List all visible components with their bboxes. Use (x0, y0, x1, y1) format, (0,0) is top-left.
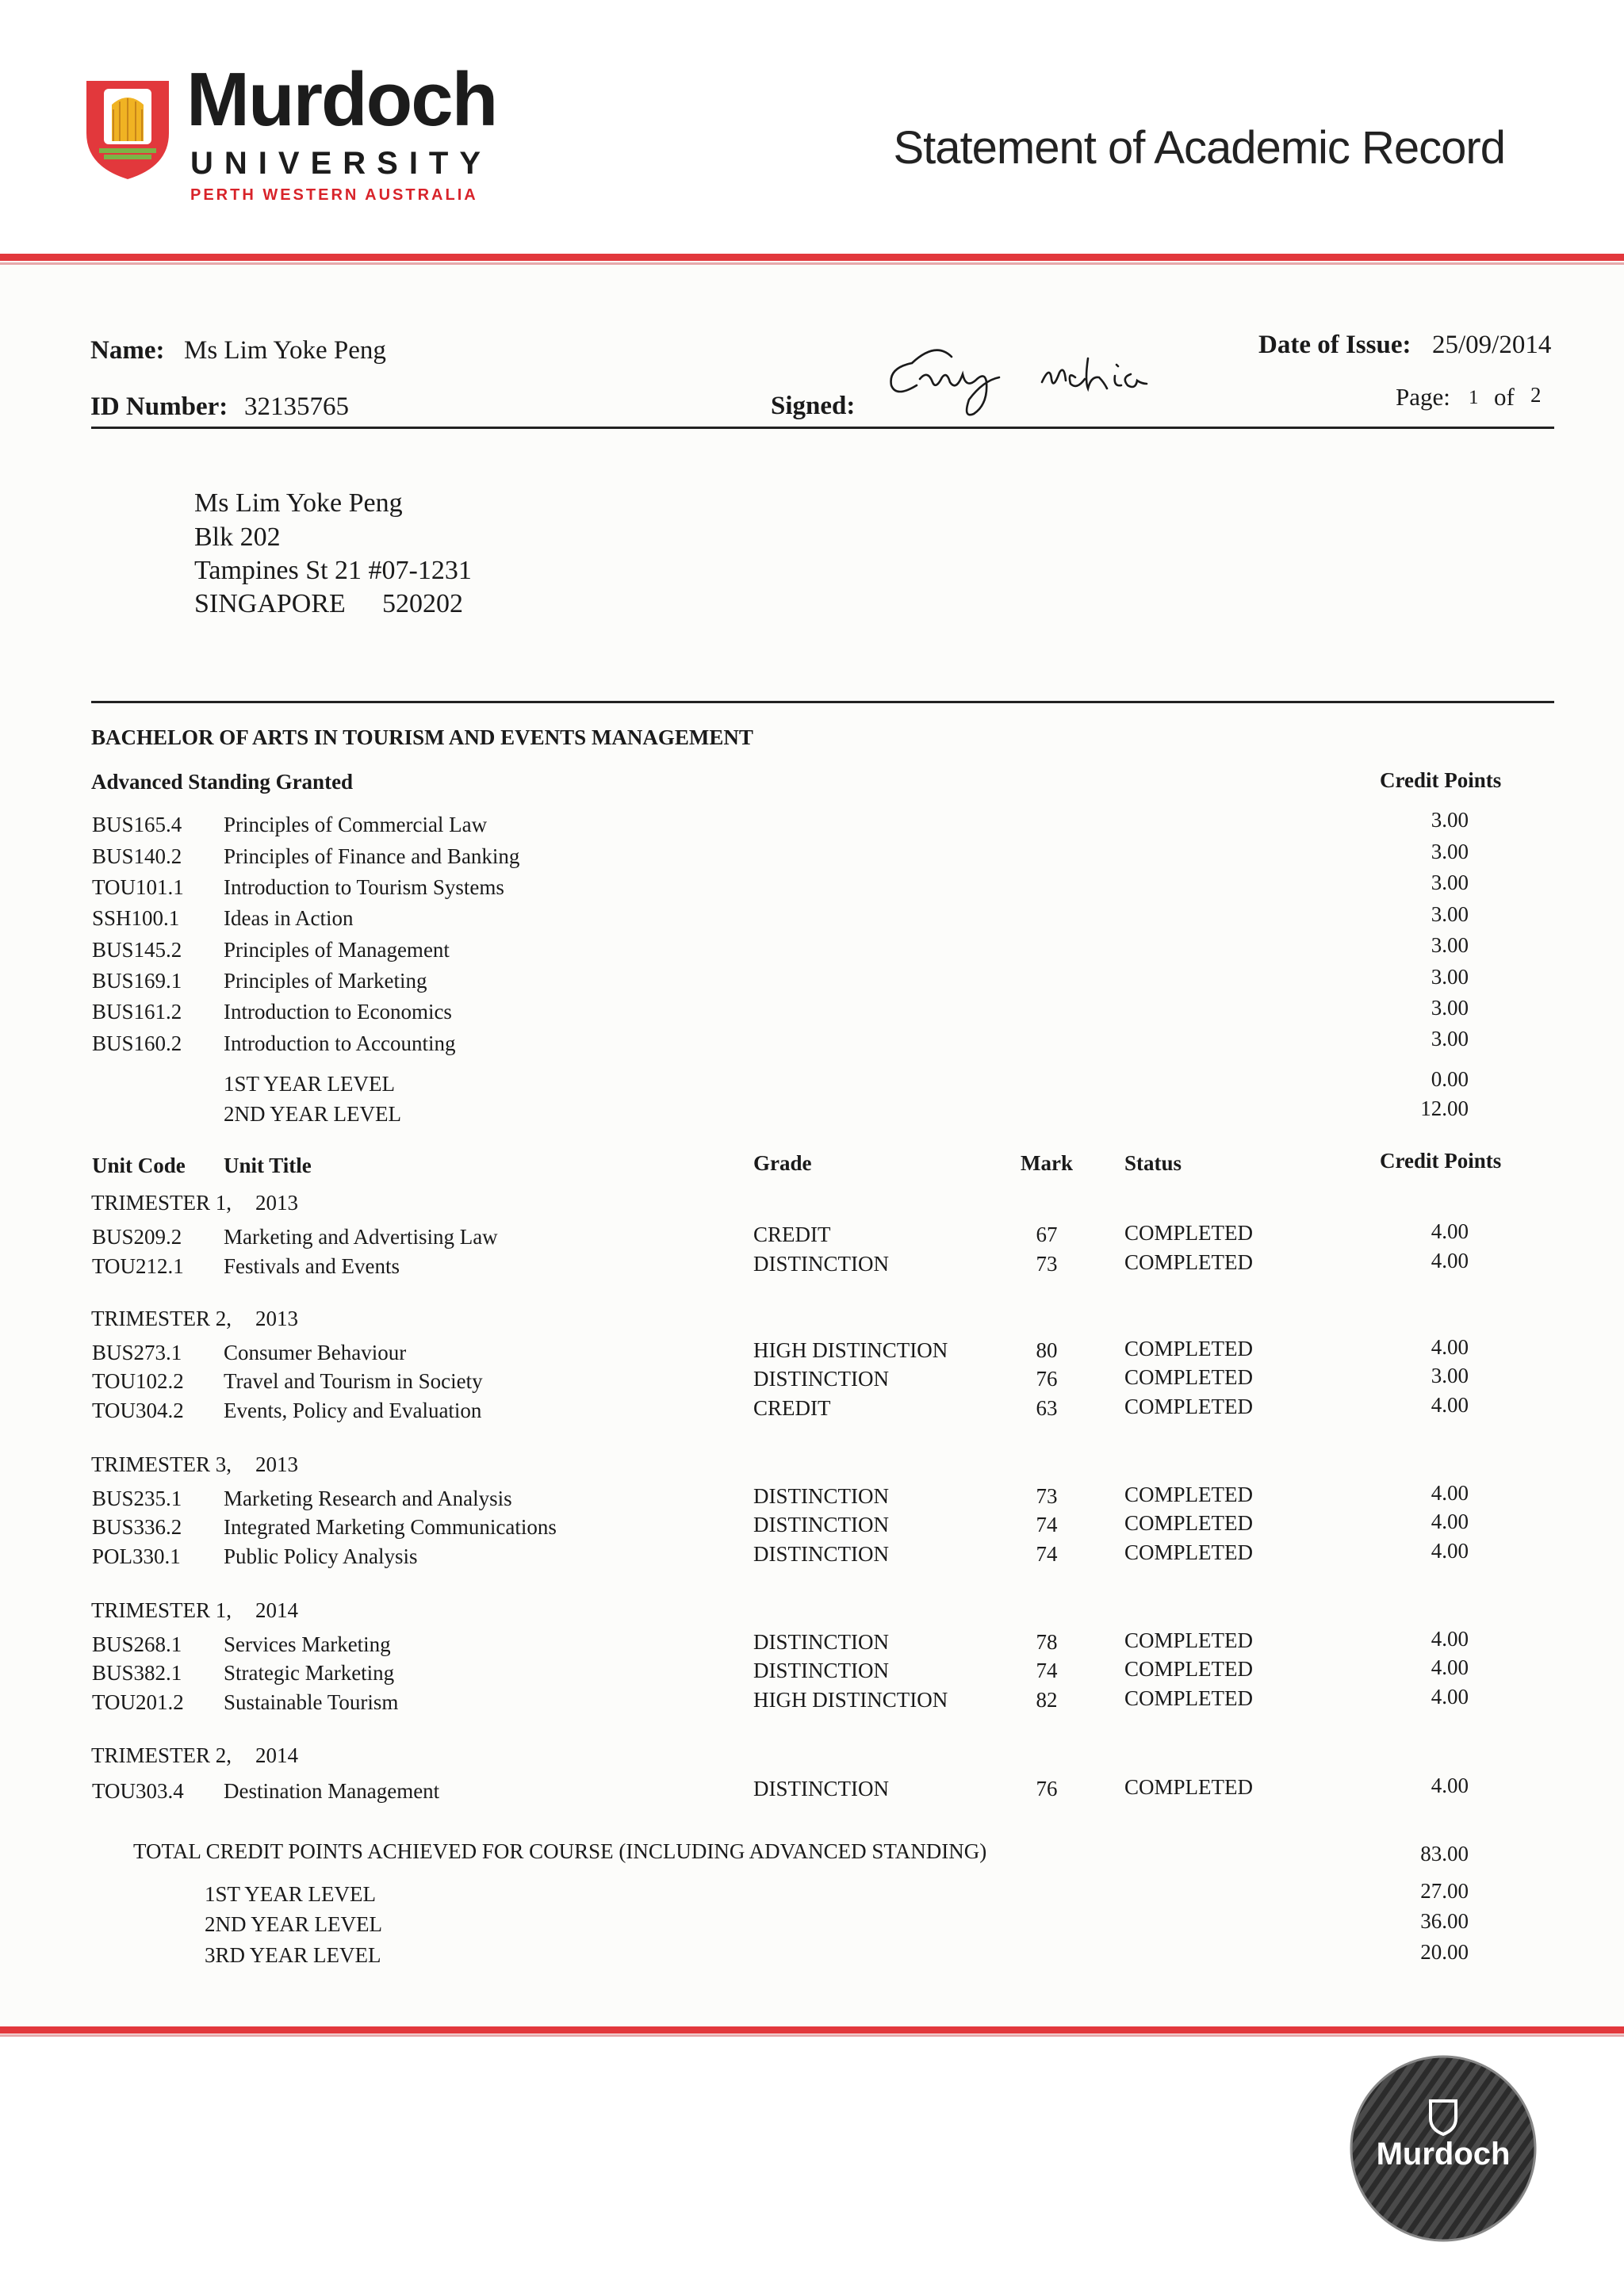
credit-points: 3.00 (1431, 840, 1469, 863)
header-divider (91, 427, 1554, 429)
university-crest-logo (83, 78, 172, 181)
mark: 73 (1036, 1252, 1058, 1276)
advanced-level-credit: 12.00 (1420, 1096, 1469, 1120)
unit-code: BUS268.1 (92, 1632, 182, 1656)
address-line-2: Blk 202 (194, 522, 281, 552)
mark: 82 (1036, 1688, 1058, 1712)
credit-points: 3.00 (1431, 933, 1469, 957)
grade: HIGH DISTINCTION (753, 1338, 948, 1362)
name-label: Name: (90, 336, 165, 365)
student-name: Ms Lim Yoke Peng (184, 336, 386, 365)
level-label: 2ND YEAR LEVEL (205, 1912, 382, 1936)
credit-points: 4.00 (1431, 1481, 1469, 1505)
credit-points: 3.00 (1431, 996, 1469, 1020)
mark: 76 (1036, 1367, 1058, 1391)
credit-points: 3.00 (1431, 1364, 1469, 1387)
grade: CREDIT (753, 1223, 831, 1246)
grade: DISTINCTION (753, 1484, 889, 1508)
unit-title: Events, Policy and Evaluation (224, 1399, 482, 1422)
credit-points: 3.00 (1431, 902, 1469, 926)
unit-title: Introduction to Tourism Systems (224, 875, 504, 899)
level-label: 1ST YEAR LEVEL (205, 1882, 376, 1906)
page-of: of (1494, 383, 1515, 411)
status: COMPLETED (1124, 1250, 1253, 1274)
level-credit: 36.00 (1420, 1909, 1469, 1933)
unit-code: SSH100.1 (92, 906, 180, 930)
credit-points-heading: Credit Points (1380, 768, 1502, 792)
status: COMPLETED (1124, 1540, 1253, 1564)
status: COMPLETED (1124, 1657, 1253, 1681)
grade-header: Grade (753, 1151, 812, 1175)
student-id: 32135765 (244, 392, 349, 421)
page-total: 2 (1530, 383, 1542, 407)
grade: DISTINCTION (753, 1777, 889, 1800)
header-red-border (0, 254, 1624, 261)
credit-points: 4.00 (1431, 1655, 1469, 1679)
level-credit: 20.00 (1420, 1940, 1469, 1964)
unit-title: Introduction to Economics (224, 1000, 452, 1024)
unit-code: TOU201.2 (92, 1690, 184, 1714)
trimester-label: TRIMESTER 1, (91, 1598, 232, 1622)
unit-code: TOU303.4 (92, 1779, 184, 1803)
unit-title: Principles of Management (224, 938, 450, 962)
unit-code: TOU212.1 (92, 1254, 184, 1278)
credit-points: 4.00 (1431, 1335, 1469, 1359)
status: COMPLETED (1124, 1365, 1253, 1389)
trimester-year: 2013 (255, 1191, 298, 1215)
status: COMPLETED (1124, 1628, 1253, 1652)
page-header (0, 0, 1624, 254)
credit-points: 4.00 (1431, 1510, 1469, 1533)
total-credit-label: TOTAL CREDIT POINTS ACHIEVED FOR COURSE (INCLUDING ADVANCED STANDING) (133, 1839, 987, 1863)
credit-points: 3.00 (1431, 808, 1469, 832)
page-label: Page: (1396, 383, 1450, 411)
credit-points: 4.00 (1431, 1219, 1469, 1243)
trimester-year: 2014 (255, 1743, 298, 1767)
mark: 78 (1036, 1630, 1058, 1654)
grade: DISTINCTION (753, 1630, 889, 1654)
unit-code: BUS140.2 (92, 844, 182, 868)
unit-title: Festivals and Events (224, 1254, 400, 1278)
mark-header: Mark (1021, 1151, 1073, 1175)
hologram-seal-text: Murdoch (1376, 2137, 1511, 2172)
trimester-label: TRIMESTER 3, (91, 1452, 232, 1476)
unit-code: BUS161.2 (92, 1000, 182, 1024)
level-label: 3RD YEAR LEVEL (205, 1943, 381, 1967)
unit-title: Consumer Behaviour (224, 1341, 407, 1364)
mark: 80 (1036, 1338, 1058, 1362)
unit-code: TOU101.1 (92, 875, 184, 899)
unit-title: Ideas in Action (224, 906, 354, 930)
credit-points: 4.00 (1431, 1393, 1469, 1417)
mark: 74 (1036, 1659, 1058, 1682)
status: COMPLETED (1124, 1395, 1253, 1418)
university-logo-word: UNIVERSITY (190, 146, 492, 181)
address-line-3: Tampines St 21 #07-1231 (194, 556, 472, 585)
address-line-1: Ms Lim Yoke Peng (194, 488, 403, 518)
credit-points: 4.00 (1431, 1685, 1469, 1709)
advanced-standing-heading: Advanced Standing Granted (91, 770, 354, 794)
unit-code: BUS382.1 (92, 1661, 182, 1685)
credit-points: 4.00 (1431, 1627, 1469, 1651)
unit-code: BUS235.1 (92, 1487, 182, 1510)
status: COMPLETED (1124, 1483, 1253, 1506)
unit-code: BUS336.2 (92, 1515, 182, 1539)
unit-title: Strategic Marketing (224, 1661, 395, 1685)
unit-title: Introduction to Accounting (224, 1031, 456, 1055)
unit-title: Travel and Tourism in Society (224, 1369, 483, 1393)
grade: DISTINCTION (753, 1513, 889, 1536)
unit-code: BUS145.2 (92, 938, 182, 962)
status: COMPLETED (1124, 1221, 1253, 1245)
grade: DISTINCTION (753, 1252, 889, 1276)
trimester-year: 2014 (255, 1598, 298, 1622)
unit-code: BUS169.1 (92, 969, 182, 993)
status: COMPLETED (1124, 1337, 1253, 1360)
credit-points: 3.00 (1431, 965, 1469, 989)
advanced-level-label: 1ST YEAR LEVEL (224, 1072, 395, 1096)
signed-label: Signed: (771, 392, 856, 420)
advanced-level-label: 2ND YEAR LEVEL (224, 1102, 401, 1126)
credit-points-header: Credit Points (1380, 1149, 1502, 1173)
document-title: Statement of Academic Record (893, 122, 1505, 174)
credit-points: 4.00 (1431, 1249, 1469, 1272)
unit-title: Principles of Commercial Law (224, 813, 488, 836)
unit-code: POL330.1 (92, 1544, 181, 1568)
unit-code: TOU102.2 (92, 1369, 184, 1393)
unit-title: Integrated Marketing Communications (224, 1515, 557, 1539)
grade: DISTINCTION (753, 1367, 889, 1391)
trimester-label: TRIMESTER 2, (91, 1307, 232, 1330)
grade: HIGH DISTINCTION (753, 1688, 948, 1712)
page-number: 1 (1469, 387, 1479, 408)
trimester-label: TRIMESTER 1, (91, 1191, 232, 1215)
university-location: PERTH WESTERN AUSTRALIA (190, 186, 478, 204)
mark: 67 (1036, 1223, 1058, 1246)
unit-title: Marketing and Advertising Law (224, 1225, 498, 1249)
grade: DISTINCTION (753, 1659, 889, 1682)
unit-code: BUS273.1 (92, 1341, 182, 1364)
status: COMPLETED (1124, 1511, 1253, 1535)
mark: 73 (1036, 1484, 1058, 1508)
footer-red-border (0, 2026, 1624, 2034)
course-title: BACHELOR OF ARTS IN TOURISM AND EVENTS MANAGEMENT (91, 725, 753, 749)
unit-title: Sustainable Tourism (224, 1690, 399, 1714)
unit-code: BUS160.2 (92, 1031, 182, 1055)
trimester-year: 2013 (255, 1452, 298, 1476)
date-of-issue-label: Date of Issue: (1258, 331, 1411, 359)
unit-title-header: Unit Title (224, 1154, 312, 1177)
date-of-issue: 25/09/2014 (1432, 331, 1552, 359)
mark: 76 (1036, 1777, 1058, 1800)
status: COMPLETED (1124, 1775, 1253, 1799)
id-number-label: ID Number: (90, 392, 228, 421)
unit-title: Principles of Marketing (224, 969, 427, 993)
status: COMPLETED (1124, 1686, 1253, 1710)
grade: CREDIT (753, 1396, 831, 1420)
credit-points: 4.00 (1431, 1774, 1469, 1797)
status-header: Status (1124, 1151, 1182, 1175)
unit-code: BUS209.2 (92, 1225, 182, 1249)
unit-title: Public Policy Analysis (224, 1544, 418, 1568)
unit-title: Destination Management (224, 1779, 440, 1803)
advanced-level-credit: 0.00 (1431, 1067, 1469, 1091)
trimester-year: 2013 (255, 1307, 298, 1330)
hologram-seal-icon (1348, 2053, 1538, 2244)
total-credit-points: 83.00 (1420, 1842, 1469, 1866)
unit-code: BUS165.4 (92, 813, 182, 836)
mark: 63 (1036, 1396, 1058, 1420)
address-divider (91, 701, 1554, 703)
grade: DISTINCTION (753, 1542, 889, 1566)
signature-image (880, 333, 1213, 420)
unit-code: TOU304.2 (92, 1399, 184, 1422)
credit-points: 3.00 (1431, 871, 1469, 894)
credit-points: 3.00 (1431, 1027, 1469, 1050)
credit-points: 4.00 (1431, 1539, 1469, 1563)
address-country: SINGAPORE (194, 589, 346, 618)
level-credit: 27.00 (1420, 1879, 1469, 1903)
address-postcode: 520202 (382, 589, 463, 618)
university-logo-name: Murdoch (186, 57, 497, 142)
trimester-label: TRIMESTER 2, (91, 1743, 232, 1767)
unit-title: Marketing Research and Analysis (224, 1487, 512, 1510)
mark: 74 (1036, 1513, 1058, 1536)
unit-title: Services Marketing (224, 1632, 391, 1656)
header-red-border-thin (0, 262, 1624, 265)
unit-title: Principles of Finance and Banking (224, 844, 520, 868)
unit-code-header: Unit Code (92, 1154, 186, 1177)
mark: 74 (1036, 1542, 1058, 1566)
